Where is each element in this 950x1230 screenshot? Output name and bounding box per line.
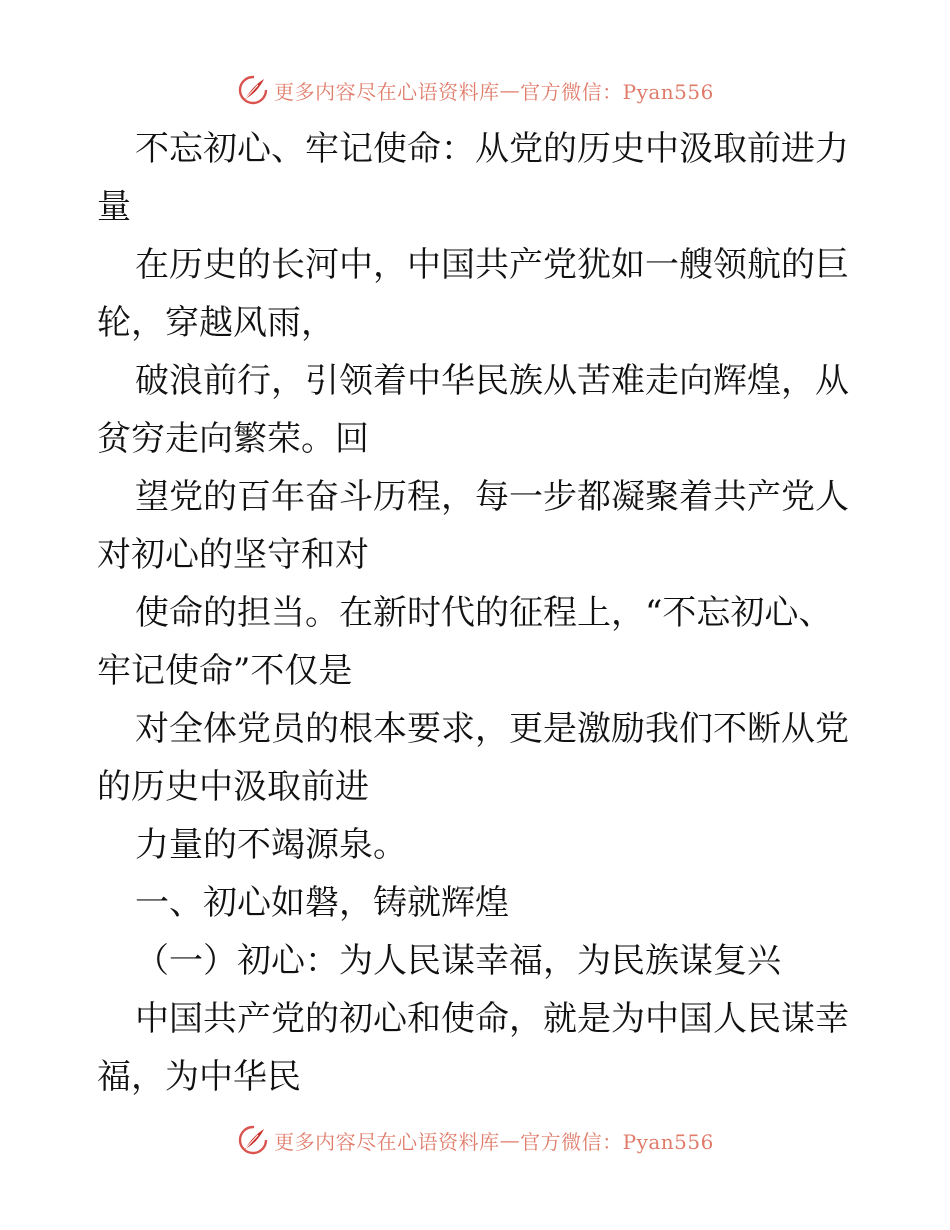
paragraph-line: 力量的不竭源泉。 <box>135 825 407 865</box>
watermark-dash: — <box>499 1128 521 1152</box>
paragraph-line: 中国共产党的初心和使命，就是为中国人民谋幸 <box>135 999 849 1039</box>
paragraph-line: 对全体党员的根本要求，更是激励我们不断从党 <box>135 709 849 749</box>
paragraph-line: 轮，穿越风雨， <box>97 303 335 343</box>
paragraph-line: 贫穷走向繁荣。回 <box>97 419 369 459</box>
watermark-text-right: 官方微信：Pyan556 <box>520 1129 714 1154</box>
section-heading: 一、初心如磐，铸就辉煌 <box>135 883 509 923</box>
feather-logo-icon <box>236 1123 270 1157</box>
paragraph-line: 在历史的长河中，中国共产党犹如一艘领航的巨 <box>135 245 849 285</box>
feather-logo-icon <box>236 73 270 107</box>
watermark-text-left: 更多内容尽在心语资料库 <box>274 1129 500 1154</box>
title-line-2: 量 <box>97 187 131 227</box>
paragraph-line: 破浪前行，引领着中华民族从苦难走向辉煌，从 <box>135 361 849 401</box>
header-watermark <box>0 70 950 110</box>
title-line-1: 不忘初心、牢记使命：从党的历史中汲取前进力 <box>135 129 849 169</box>
paragraph-line: 望党的百年奋斗历程，每一步都凝聚着共产党人 <box>135 477 849 517</box>
paragraph-line: 牢记使命”不仅是 <box>97 651 353 691</box>
document-body <box>97 120 857 1106</box>
subsection-heading: （一）初心：为人民谋幸福，为民族谋复兴 <box>135 941 781 981</box>
watermark-text-right: 官方微信：Pyan556 <box>520 79 714 104</box>
watermark-dash: — <box>499 78 521 102</box>
footer-watermark <box>0 1120 950 1160</box>
paragraph-line: 对初心的坚守和对 <box>97 535 369 575</box>
watermark-text-left: 更多内容尽在心语资料库 <box>274 79 500 104</box>
paragraph-line: 使命的担当。在新时代的征程上，“不忘初心、 <box>135 593 833 633</box>
paragraph-line: 的历史中汲取前进 <box>97 767 369 807</box>
paragraph-line: 福，为中华民 <box>97 1057 301 1097</box>
